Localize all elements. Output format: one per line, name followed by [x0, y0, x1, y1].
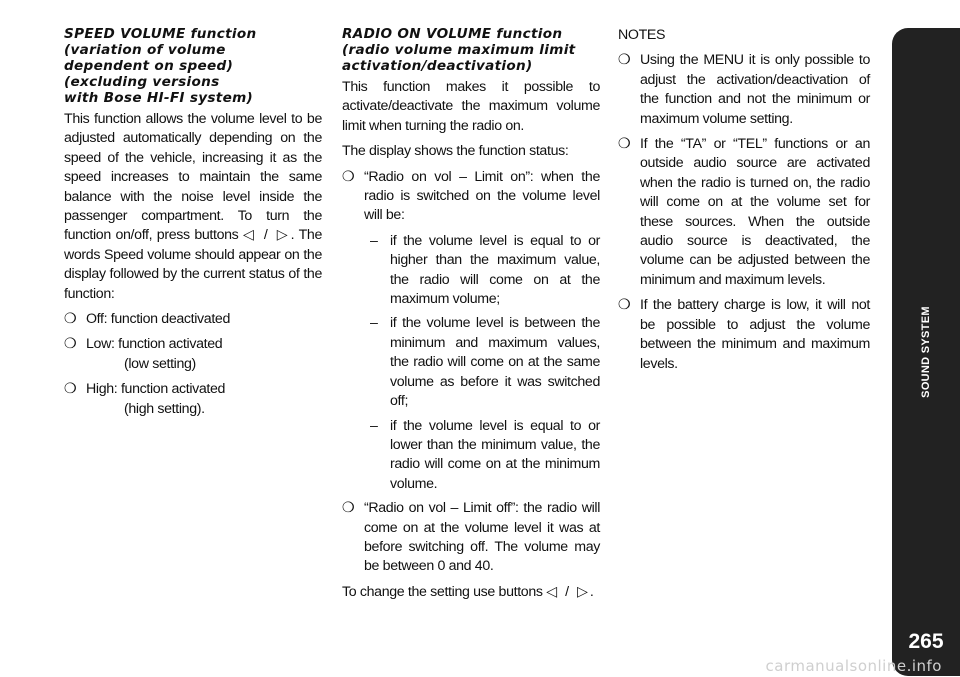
- dash-item: – if the volume level is equal to or lower than the minimum value, the radio will come on at the minimum volume.: [370, 417, 600, 492]
- speed-volume-heading: SPEED VOLUME function (variation of volume dependent on speed) (excluding versions with Bose HI-FI system): [64, 26, 257, 106]
- arrow-buttons-icon: ◁ / ▷: [546, 583, 590, 600]
- bullet-icon: ❍: [342, 500, 355, 517]
- bullet-icon: ❍: [64, 311, 77, 328]
- bullet-icon: ❍: [618, 136, 631, 153]
- notes-title: NOTES: [618, 27, 666, 43]
- bullet-icon: ❍: [64, 336, 77, 353]
- bullet-icon: ❍: [64, 381, 77, 398]
- list-item: ❍ “Radio on vol – Limit off”: the radio will come on at the volume level it was at before switching off. The volume may be between 0 and 40.: [342, 500, 600, 575]
- arrow-buttons-icon: ◁ / ▷: [243, 227, 291, 244]
- column-notes: [618, 26, 870, 380]
- dash-icon: –: [370, 232, 378, 249]
- dash-item: – if the volume level is equal to or higher than the maximum value, the radio will come on at the maximum volume;: [370, 232, 600, 308]
- list-item: ❍ If the “TA” or “TEL” functions or an outside audio source are activated when the radio is turned on, the radio will come on at the volume set for these sources. When the outside audio source is deactivated, the volume can be adjusted between the minimum and maximum levels.: [618, 136, 870, 288]
- radio-on-volume-heading: RADIO ON VOLUME function (radio volume maximum limit activation/deactivation): [342, 26, 576, 74]
- section-label: SOUND SYSTEM: [920, 306, 932, 398]
- list-item: ❍ Off: function deactivated: [64, 310, 322, 329]
- speed-volume-body: This function allows the volume level to be adjusted automatically depending on the speed of the vehicle, increasing it as the speed increases to maintain the same balance with the noise level inside the passenger compartment. To turn the function on/off, press buttons ◁ / ▷. The words Speed volume should appear on the display followed by the current status of the function:: [64, 111, 322, 302]
- list-item: ❍ Low: function activated (low setting): [64, 336, 223, 372]
- bullet-icon: ❍: [618, 297, 631, 314]
- page-number: 265: [908, 630, 944, 653]
- section-tab: [892, 28, 960, 676]
- change-setting-text: To change the setting use buttons ◁ / ▷.: [342, 583, 594, 600]
- dash-icon: –: [370, 417, 378, 434]
- bullet-icon: ❍: [618, 52, 631, 69]
- radio-on-status-line: The display shows the function status:: [342, 143, 569, 160]
- bullet-icon: ❍: [342, 168, 355, 185]
- dash-item: – if the volume level is between the minimum and maximum values, the radio will come on at the same volume as before it was switched off;: [370, 315, 600, 410]
- list-item: ❍ High: function activated (high setting).: [64, 381, 226, 417]
- list-item: ❍ Using the MENU it is only possible to adjust the activation/deactivation of the function and not the minimum or maximum volume setting.: [618, 52, 870, 127]
- watermark: carmanualsonline.info: [765, 657, 942, 675]
- column-speed-volume: [64, 26, 322, 425]
- column-radio-on-volume: [342, 26, 600, 608]
- list-item: ❍ “Radio on vol – Limit on”: when the radio is switched on the volume level will be:: [342, 168, 600, 224]
- dash-icon: –: [370, 315, 378, 332]
- list-item: ❍ If the battery charge is low, it will not be possible to adjust the volume between the minimum and maximum levels.: [618, 297, 870, 372]
- radio-on-intro: This function makes it possible to activate/deactivate the maximum volume limit when turning the radio on.: [342, 79, 600, 134]
